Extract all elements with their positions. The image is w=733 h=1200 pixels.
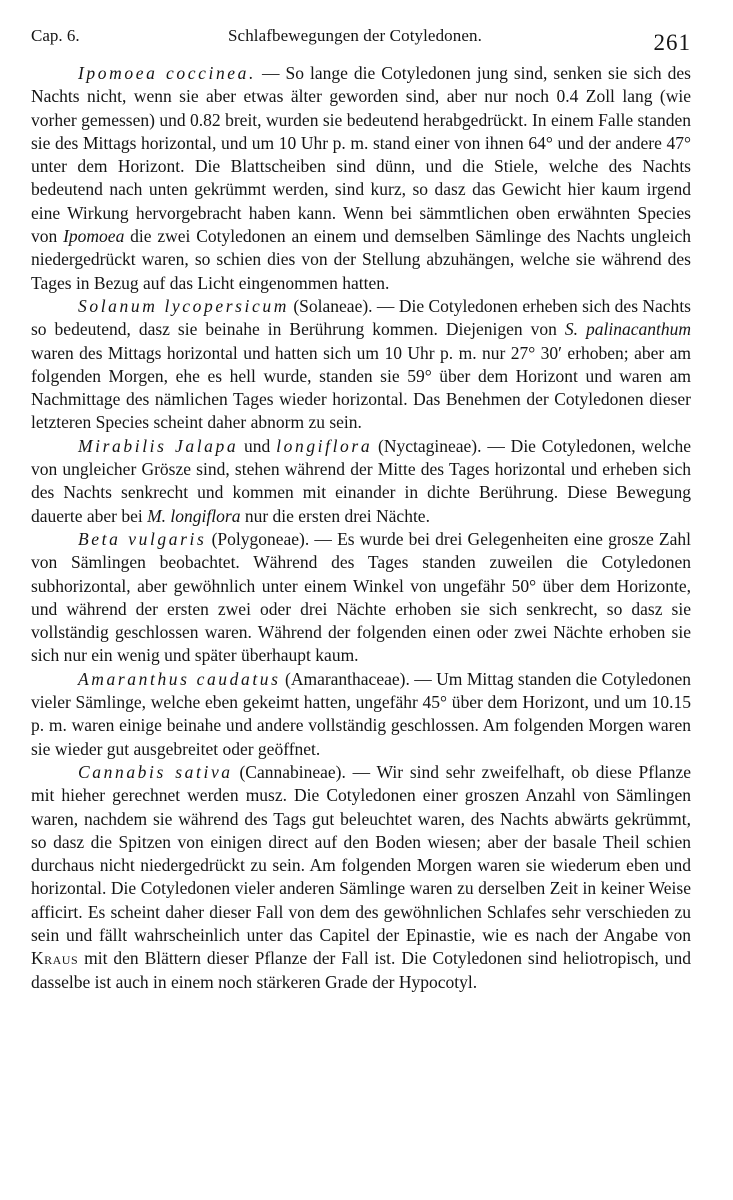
- species-name: Beta vulgaris: [78, 528, 207, 549]
- paragraph-amaranthus: [31, 668, 691, 761]
- paragraph-text: mit den Blättern dieser Pflanze der Fall ist. Die Cotyledonen sind heliotropisch, und dasselbe ist auch in einem noch stärkeren Grade der Hypocotyl.: [31, 948, 691, 992]
- text-body: [31, 62, 691, 994]
- paragraph-text: nur die ersten drei Nächte.: [240, 505, 430, 526]
- chapter-label: Cap. 6.: [31, 26, 80, 45]
- species-name: Amaranthus caudatus: [78, 668, 281, 689]
- paragraph-ipomoea: [31, 62, 691, 295]
- paragraph-text: (Nyctagineae). — Die Cotyledonen, welche von ungleicher Grösze sind, stehen während der Mitte des Tages horizontal und erheben sich des Nachts senkrecht und kommen mit einander in dichte Berührung. Diese Bewegung dauerte aber bei: [31, 435, 691, 526]
- paragraph-text: die zwei Cotyledonen an einem und demselben Sämlinge des Nachts ungleich niedergedrückt waren, so schien dies von der Stellung abzuhängen, welche sie während des Tages in Bezug auf das Licht eingenommen hatten.: [31, 226, 692, 293]
- species-reference: S. palinacanthum: [564, 319, 691, 340]
- paragraph-text: (Cannabineae). — Wir sind sehr zweifelhaft, ob diese Pflanze mit hieher gerechnet werden musz. Die Cotyledonen einer groszen Anzahl von Sämlingen waren, nachdem sie während des Tags gut beleuchtet waren, des Nachts abwärts gekrümmt, so dasz die Spitzen von einigen direct auf den Boden wiesen; aber der basale Theil schien durchaus nicht niedergedrückt zu sein. Am folgenden Morgen waren sie wiederum eben und horizontal. Die Cotyledonen vieler anderen Sämlinge waren zu derselben Zeit in keiner Weise afficirt. Es scheint daher dieser Fall von dem des gewöhnlichen Schlafes sehr verschieden zu sein und fällt wahrscheinlich unter das Capitel der Epinastie, wie es nach der Angabe von: [31, 761, 691, 945]
- paragraph-text: und: [238, 435, 277, 456]
- species-name: Cannabis sativa: [78, 761, 233, 782]
- page-number: 261: [653, 30, 691, 55]
- paragraph-solanum: [31, 295, 691, 435]
- paragraph-text: — So lange die Cotyledonen jung sind, senken sie sich des Nachts nicht, wenn sie aber etwas älter geworden sind, aber nur noch 0.4 Zoll lang (wie vorher gemessen) und 0.82 breit, wurden sie bedeutend herabgedrückt. In einem Falle standen sie des Mittags horizontal, und um 10 Uhr p. m. stand einer von ihnen 64° und der andere 47° unter dem Horizont. Die Blattscheiben sind dünn, und die Stiele, welche des Nachts bedeutend nach unten gekrümmt werden, sind kurz, so dasz das Gewicht hier kaum irgend eine Wirkung hervorgebracht haben kann. Wenn bei sämmtlichen oben erwähnten Species von: [31, 63, 691, 247]
- author-name: Kraus: [31, 948, 79, 969]
- paragraph-text: (Polygoneae). — Es wurde bei drei Gelegenheiten eine grosze Zahl von Sämlingen beobachtet. Während des Tages standen zuweilen die Cotyledonen subhorizontal, aber gewöhnlich unter einem Winkel von ungefähr 50° über dem Horizonte, und während der ersten zwei oder drei Nächte erhoben sie sich senkrecht, so dasz sie vollständig geschlossen waren. Während der folgenden einen oder zwei Nächte erhoben sie sich nur ein wenig und später überhaupt kaum.: [31, 528, 691, 666]
- species-reference: M. longiflora: [147, 505, 241, 526]
- paragraph-cannabis: [31, 761, 691, 994]
- running-title: Schlafbewegungen der Cotyledonen.: [228, 26, 482, 45]
- paragraph-mirabilis: [31, 435, 691, 528]
- species-name: Solanum lycopersicum: [78, 295, 289, 316]
- species-name: Mirabilis Jalapa: [78, 435, 239, 456]
- species-name-second: longiflora: [276, 435, 373, 456]
- species-name: Ipomoea coccinea.: [78, 63, 256, 83]
- paragraph-text: (Amaranthaceae). — Um Mittag standen die Cotyledonen vieler Sämlinge, welche eben gekeimt hatten, ungefähr 45° über dem Horizont, und um 10.15 p. m. waren einige beinahe und andere vollständig geschlossen. Am folgenden Morgen waren sie wieder gut ausgebreitet oder geöffnet.: [31, 668, 691, 759]
- genus-reference: Ipomoea: [63, 226, 125, 247]
- paragraph-beta: [31, 528, 691, 668]
- running-head: [31, 16, 691, 60]
- paragraph-text: waren des Mittags horizontal und hatten sich um 10 Uhr p. m. nur 27° 30′ erhoben; aber am folgenden Morgen, ehe es hell wurde, standen sie 59° über dem Horizont und waren am Nachmittage des nämlichen Tages wieder horizontal. Das Benehmen der Cotyledonen dieser letzteren Species scheint daher abnorm zu sein.: [31, 342, 691, 433]
- paragraph-text: (Solaneae). — Die Cotyledonen erheben sich des Nachts so bedeutend, dasz sie beinahe in Berührung kommen. Diejenigen von: [31, 295, 691, 340]
